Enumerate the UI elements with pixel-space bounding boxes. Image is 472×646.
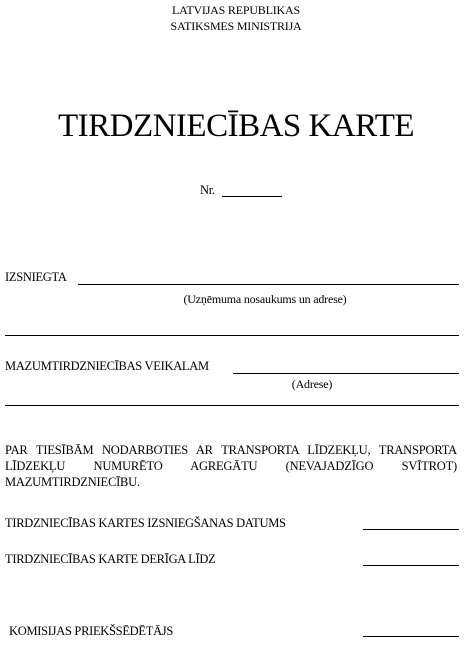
issue-date-label: TIRDZNIECĪBAS KARTES IZSNIEGŠANAS DATUMS [5,516,286,530]
chair-label: KOMISIJAS PRIEKŠSĒDĒTĀJS [9,624,174,638]
issue-date-line [363,529,459,530]
document-title: TIRDZNIECĪBAS KARTE [57,108,415,144]
issued-field-line-2 [5,335,459,336]
number-field-line [222,196,282,197]
shop-field-line-2 [5,405,459,406]
ministry-header-line1: LATVIJAS REPUBLIKAS [172,3,300,17]
shop-caption: (Adrese) [291,377,333,391]
chair-signature-line [363,636,459,637]
number-label: Nr. [200,183,215,197]
shop-field-line [233,373,459,374]
valid-until-line [363,565,459,566]
ministry-header-line2: SATIKSMES MINISTRIJA [170,19,302,33]
valid-until-label: TIRDZNIECĪBAS KARTE DERĪGA LĪDZ [5,552,216,566]
shop-label: MAZUMTIRDZNIECĪBAS VEIKALAM [5,359,209,373]
purpose-paragraph: PAR TIESĪBĀM NODARBOTIES AR TRANSPORTA LĪDZEKĻU, TRANSPORTA LĪDZEKĻU NUMURĒTO AGREGĀTU (NEVAJADZĪGO SVĪTROT) MAZUMTIRDZNIECĪBU. [5,443,457,489]
issued-field-line [78,284,459,285]
issued-caption: (Uzņēmuma nosaukums un adrese) [183,292,347,306]
issued-label: IZSNIEGTA [5,270,67,284]
